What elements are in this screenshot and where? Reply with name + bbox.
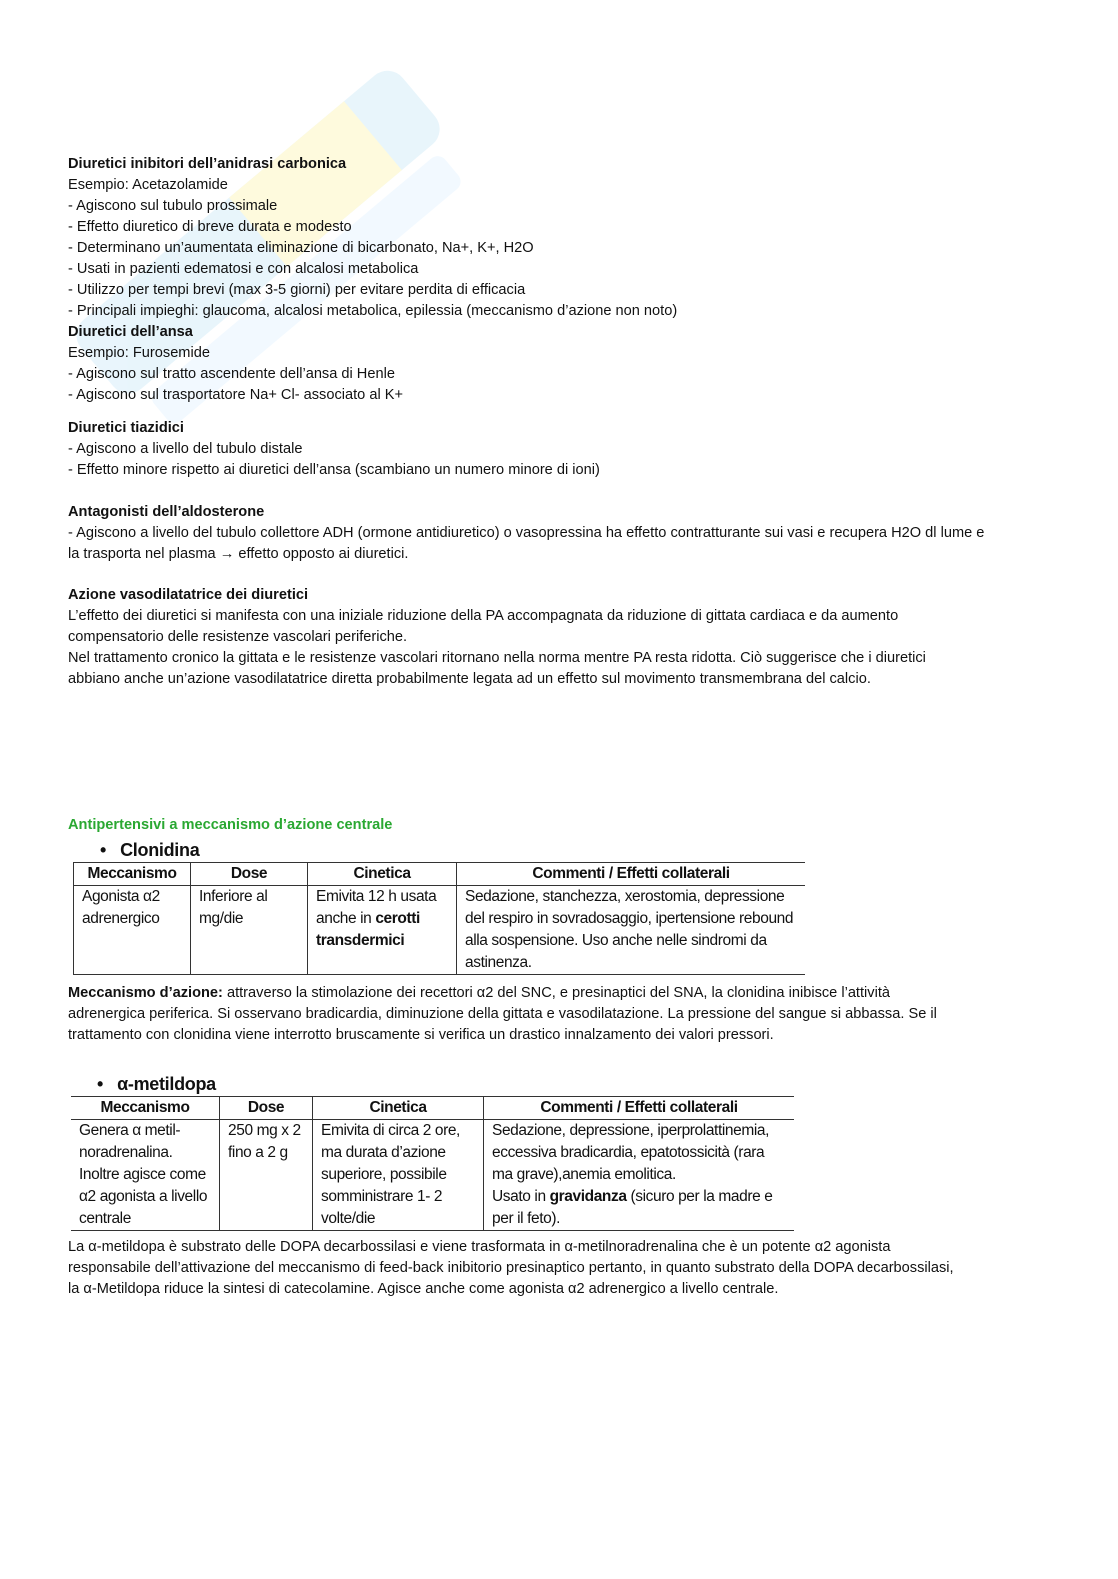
table-row: [71, 1120, 794, 1231]
col-header: Cinetica: [313, 1097, 484, 1120]
section-tiazidici: [68, 418, 988, 481]
line: Esempio: Furosemide: [68, 345, 210, 361]
table-header-row: [71, 1097, 794, 1120]
col-header: Meccanismo: [71, 1097, 220, 1120]
drug-heading-clonidina: • Clonidina: [100, 840, 200, 860]
section-vasodilatatrice: [68, 585, 973, 690]
paragraph: - Agiscono a livello del tubulo collettore ADH (ormone antidiuretico) o vasopressina ha effetto contratturante sui vasi e recupera H2O dl lume e la trasporta nel plasma → effetto opposto ai diuretici.: [68, 525, 985, 562]
paragraph: L’effetto dei diuretici si manifesta con una iniziale riduzione della PA accompagnata da riduzione di gittata cardiaca e da aumento compensatorio delle resistenze vascolari periferiche.: [68, 608, 899, 645]
cell: Emivita 12 h usata anche in cerotti transdermici: [308, 886, 457, 975]
metildopa-table: [71, 1096, 794, 1231]
table-header-row: [74, 863, 806, 886]
clonidina-mechanism: Meccanismo d’azione: attraverso la stimolazione dei recettori α2 del SNC, e presinaptici del SNA, la clonidina inibisce l’attività adrenergica periferica. Si osservano bradicardia, diminuzione della gittata e vasodilatazione. La pressione del sangue si abbassa. Se il trattamento con clonidina viene interrotto bruscamente si verifica un drastico innalzamento dei valori pressori.: [68, 985, 937, 1043]
col-header: Cinetica: [308, 863, 457, 886]
section-title: Azione vasodilatatrice dei diuretici: [68, 587, 309, 603]
col-header: Commenti / Effetti collaterali: [484, 1097, 795, 1120]
central-heading: [68, 815, 988, 836]
line: - Agiscono sul trasportatore Na+ Cl- associato al K+: [68, 387, 404, 403]
clonidina-table: [73, 862, 805, 975]
line: Esempio: Acetazolamide: [68, 177, 228, 193]
line: - Effetto diuretico di breve durata e modesto: [68, 219, 352, 235]
cell: Inferiore al mg/die: [191, 886, 308, 975]
cell: Genera α metil-noradrenalina. Inoltre agisce come α2 agonista a livello centrale: [79, 1122, 208, 1227]
cell: 250 mg x 2 fino a 2 g: [220, 1120, 313, 1231]
line: - Determinano un’aumentata eliminazione di bicarbonato, Na+, K+, H2O: [68, 240, 534, 256]
section-title: Diuretici inibitori dell’anidrasi carbonica: [68, 156, 347, 172]
cell: Sedazione, depressione, iperprolattinemia, eccessiva bradicardia, epatotossicità (rara ma grave),anemia emolitica. Usato in gravidanza (sicuro per la madre e per il feto).: [484, 1120, 795, 1231]
col-header: Commenti / Effetti collaterali: [457, 863, 806, 886]
line: - Agiscono a livello del tubulo distale: [68, 441, 303, 457]
col-header: Dose: [191, 863, 308, 886]
paragraph: Nel trattamento cronico la gittata e le resistenze vascolari ritornano nella norma mentre PA resta ridotta. Ciò suggerisce che i diuretici abbiano anche un’azione vasodilatatrice diretta probabilmente legata ad un effetto sul movimento transmembrana del calcio.: [68, 650, 926, 687]
section-title: Antagonisti dell’aldosterone: [68, 504, 265, 520]
section-title: Diuretici dell’ansa: [68, 324, 193, 340]
line: - Principali impieghi: glaucoma, alcalosi metabolica, epilessia (meccanismo d’azione non noto): [68, 303, 678, 319]
section-title: Antipertensivi a meccanismo d’azione centrale: [68, 817, 393, 833]
col-header: Meccanismo: [74, 863, 191, 886]
cell: Emivita di circa 2 ore, ma durata d’azione superiore, possibile somministrare 1- 2 volte/die: [313, 1120, 484, 1231]
col-header: Dose: [220, 1097, 313, 1120]
metildopa-paragraph: La α-metildopa è substrato delle DOPA decarbossilasi e viene trasformata in α-metilnoradrenalina che è un potente α2 agonista responsabile dell’attivazione del meccanismo di feed-back inibitorio presinaptico pertanto, in quanto substrato della DOPA decarbossilasi, la α-Metildopa riduce la sintesi di catecolamine. Agisce anche come agonista α2 adrenergico a livello centrale.: [68, 1239, 954, 1297]
line: - Effetto minore rispetto ai diuretici dell’ansa (scambiano un numero minore di ioni): [68, 462, 600, 478]
line: - Usati in pazienti edematosi e con alcalosi metabolica: [68, 261, 419, 277]
section-title: Diuretici tiazidici: [68, 420, 184, 436]
section-aldosterone: [68, 502, 988, 565]
table-row: [74, 886, 806, 975]
section-anidrasi: [68, 154, 988, 406]
cell: Agonista α2 adrenergico: [74, 886, 191, 975]
line: - Agiscono sul tratto ascendente dell’ansa di Henle: [68, 366, 395, 382]
cell: Sedazione, stanchezza, xerostomia, depressione del respiro in sovradosaggio, ipertensione rebound alla sospensione. Uso anche nelle sindromi da astinenza.: [465, 888, 794, 971]
line: - Utilizzo per tempi brevi (max 3-5 giorni) per evitare perdita di efficacia: [68, 282, 526, 298]
drug-heading-metildopa: • α-metildopa: [97, 1074, 216, 1094]
line: - Agiscono sul tubulo prossimale: [68, 198, 278, 214]
